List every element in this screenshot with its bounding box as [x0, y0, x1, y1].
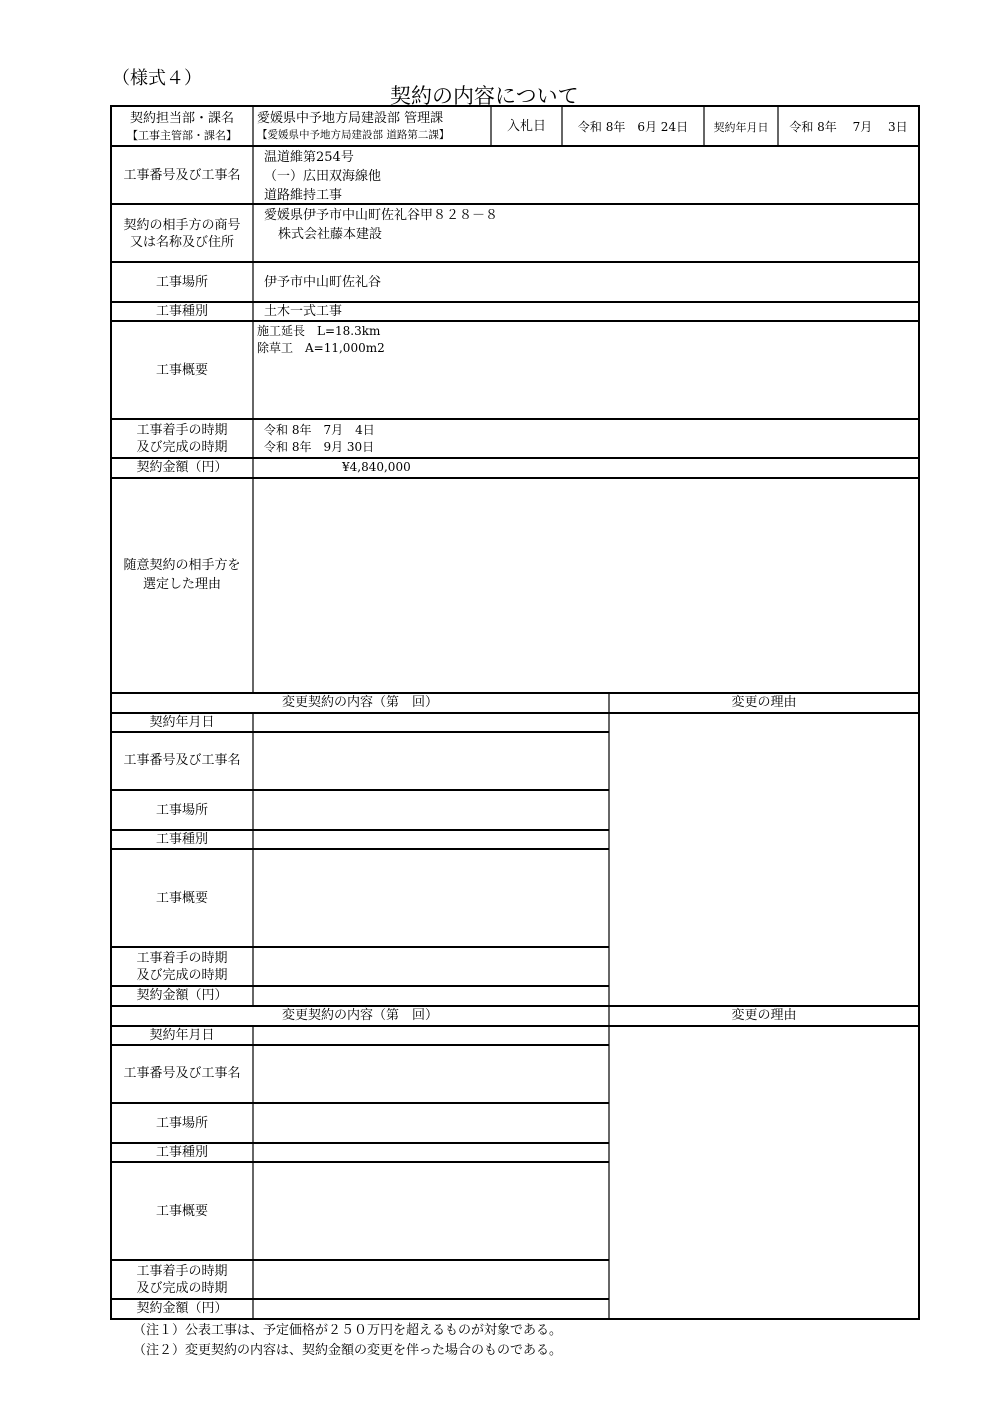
change-2-site-label: 工事場所	[155, 1116, 208, 1131]
type-value: 土木一式工事	[264, 304, 343, 319]
reason-label-2: 選定した理由	[142, 577, 221, 592]
summary-line-2: 除草工 A=11,000m2	[257, 341, 385, 355]
change-1-period-label-1: 工事着手の時期	[136, 951, 228, 966]
type-label: 工事種別	[155, 304, 208, 319]
change-1-summary-label: 工事概要	[155, 891, 208, 906]
work-name-line1: （一）広田双海線他	[264, 169, 382, 184]
document-title: 契約の内容について	[390, 84, 579, 108]
change-1-work-number-label: 工事番号及び工事名	[123, 753, 241, 768]
main-dept-label: 【工事主管部・課名】	[127, 129, 237, 142]
note-1: （注１）公表工事は、予定価格が２５０万円を超えるものが対象である。	[133, 1323, 563, 1338]
contract-date-value: 令和 8年 7月 3日	[789, 120, 908, 134]
period-label-1: 工事着手の時期	[136, 423, 228, 438]
contract-date-label: 契約年月日	[713, 121, 769, 134]
change-2-reason-heading: 変更の理由	[731, 1008, 797, 1023]
change-2-period-label-1: 工事着手の時期	[136, 1264, 228, 1279]
work-number-label: 工事番号及び工事名	[123, 168, 241, 183]
party-label-1: 契約の相手方の商号	[123, 218, 241, 233]
bid-date-label: 入札日	[506, 119, 546, 134]
bid-date-value: 令和 8年 6月 24日	[577, 120, 689, 134]
site-label: 工事場所	[155, 275, 208, 290]
change-1-date-label: 契約年月日	[149, 715, 215, 730]
change-1-amount-label: 契約金額（円）	[136, 988, 228, 1003]
change-2-period-label-2: 及び完成の時期	[136, 1281, 228, 1296]
period-end: 令和 8年 9月 30日	[264, 440, 375, 454]
change-1-site-label: 工事場所	[155, 803, 208, 818]
dept-value: 愛媛県中予地方局建設部 管理課	[257, 111, 444, 126]
dept-label: 契約担当部・課名	[129, 111, 234, 126]
party-name: 株式会社藤本建設	[278, 227, 383, 242]
amount-value: ¥4,840,000	[342, 460, 411, 474]
period-label-2: 及び完成の時期	[136, 440, 228, 455]
party-address: 愛媛県伊予市中山町佐礼谷甲８２８－８	[264, 208, 499, 223]
change-2-type-label: 工事種別	[155, 1145, 208, 1160]
change-2-amount-label: 契約金額（円）	[136, 1301, 228, 1316]
form-number-label: （様式４）	[112, 68, 202, 89]
note-2: （注２）変更契約の内容は、契約金額の変更を伴った場合のものである。	[133, 1343, 563, 1358]
work-number: 温道維第254号	[264, 150, 354, 165]
site-value: 伊予市中山町佐礼谷	[264, 275, 382, 290]
change-1-heading: 変更契約の内容（第 回）	[281, 695, 438, 710]
work-name-line2: 道路維持工事	[264, 188, 343, 203]
change-2-work-number-label: 工事番号及び工事名	[123, 1066, 241, 1081]
amount-label: 契約金額（円）	[136, 460, 228, 475]
change-1-period-label-2: 及び完成の時期	[136, 968, 228, 983]
party-label-2: 又は名称及び住所	[129, 235, 234, 250]
summary-label: 工事概要	[155, 363, 208, 378]
change-2-date-label: 契約年月日	[149, 1028, 215, 1043]
change-1-type-label: 工事種別	[155, 832, 208, 847]
change-2-summary-label: 工事概要	[155, 1204, 208, 1219]
period-start: 令和 8年 7月 4日	[264, 423, 375, 437]
reason-label-1: 随意契約の相手方を	[123, 558, 241, 573]
summary-line-1: 施工延長 L=18.3km	[257, 324, 381, 338]
main-dept-value: 【愛媛県中予地方局建設部 道路第二課】	[257, 129, 450, 141]
change-1-reason-heading: 変更の理由	[731, 695, 797, 710]
change-2-heading: 変更契約の内容（第 回）	[281, 1008, 438, 1023]
